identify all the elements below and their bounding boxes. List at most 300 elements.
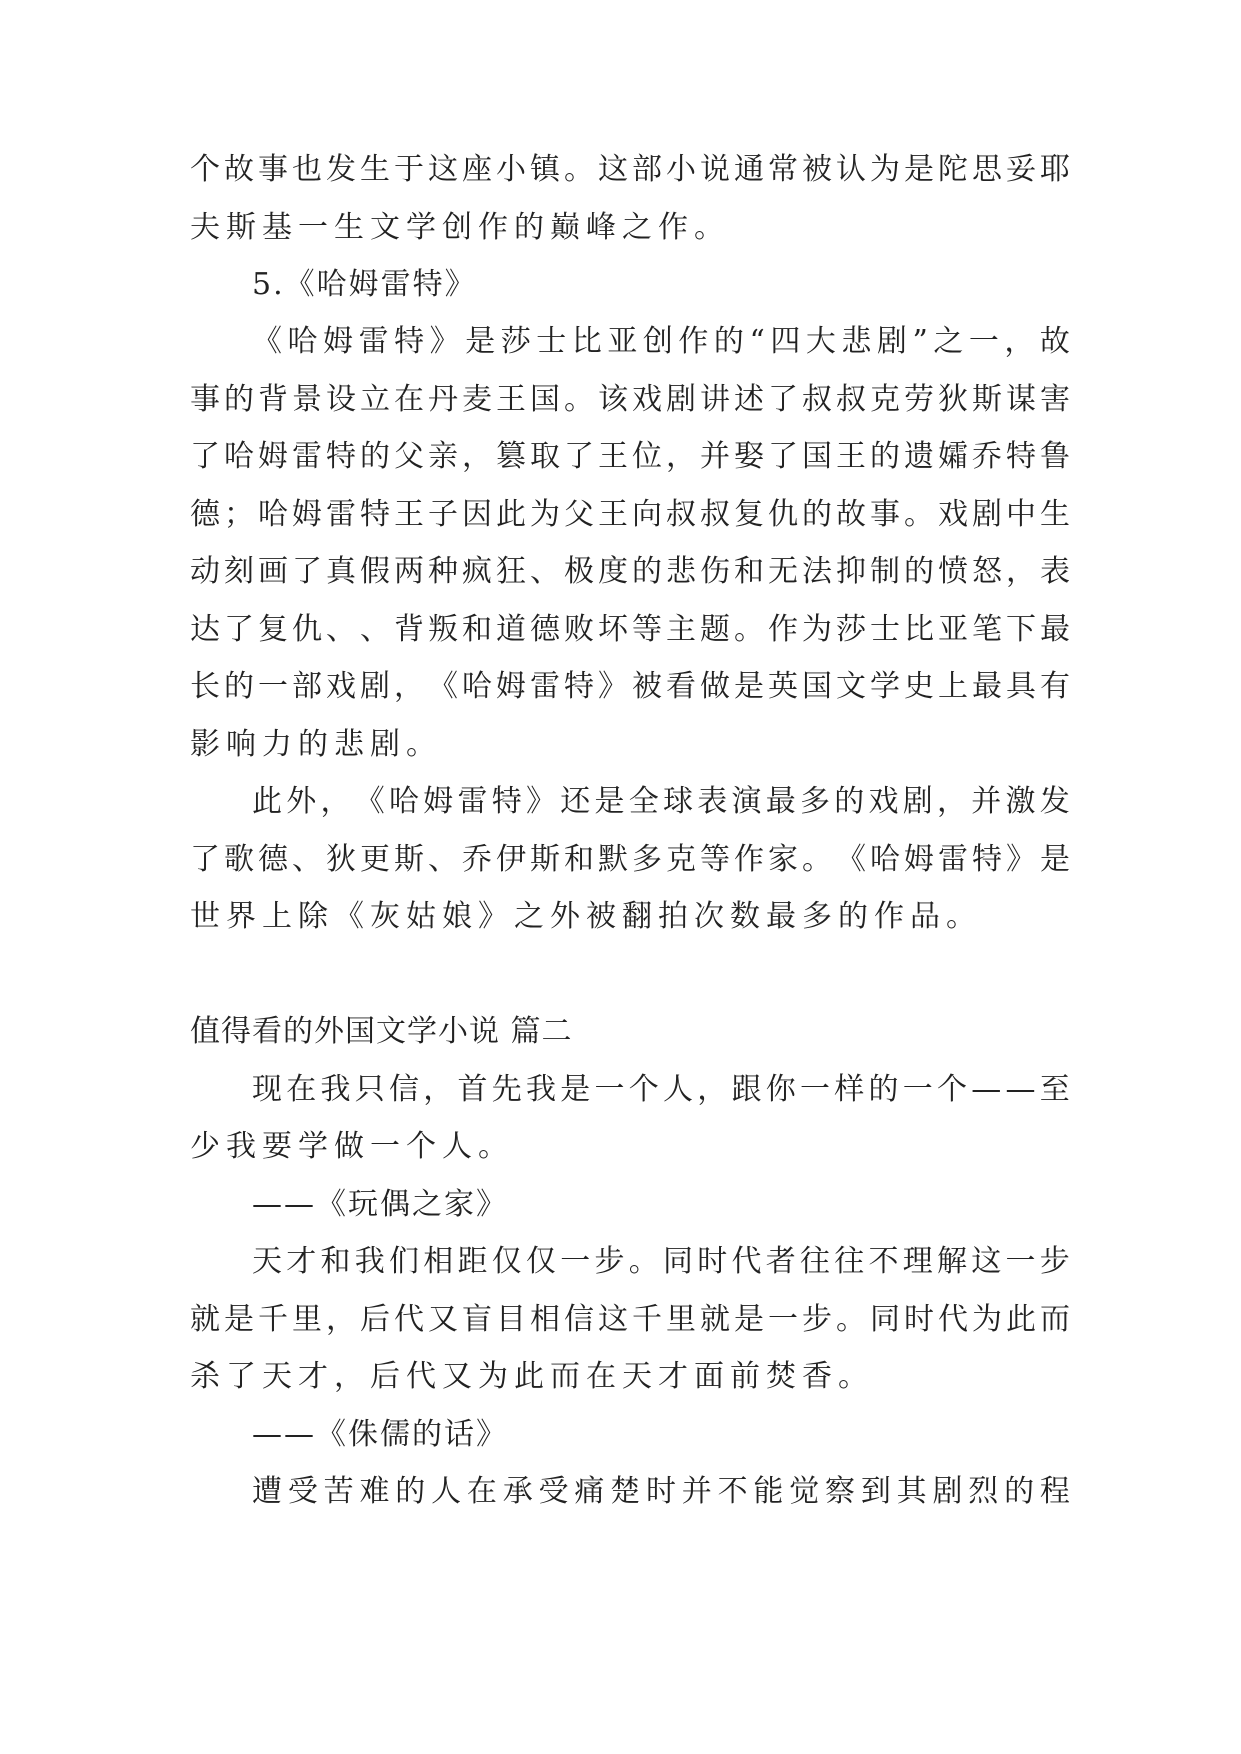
glyph: 有 [1040, 669, 1070, 704]
glyph: 在 [394, 382, 424, 417]
glyph: 代 [731, 1244, 762, 1279]
glyph: 是 [560, 1072, 591, 1107]
glyph: 此 [1006, 1302, 1036, 1337]
glyph: 特 [394, 324, 425, 359]
glyph: 极 [564, 554, 594, 589]
glyph: 的 [632, 554, 662, 589]
glyph: ， [394, 669, 424, 704]
glyph: 德 [258, 842, 288, 877]
glyph: 斯 [972, 382, 1002, 417]
glyph: 愤 [938, 554, 968, 589]
glyph: 在 [466, 1474, 497, 1509]
glyph: 、 [292, 842, 322, 877]
glyph: 一 [968, 324, 999, 359]
glyph: 雷 [292, 439, 322, 474]
glyph: 的 [395, 1474, 426, 1509]
paragraph-line: 世界上除《灰姑娘》之外被翻拍次数最多的作品。 [190, 899, 982, 934]
glyph: 四 [770, 324, 801, 359]
glyph: 。 [564, 152, 594, 187]
glyph: 我 [526, 1072, 556, 1107]
glyph: 《 [354, 784, 385, 819]
glyph: 小 [666, 152, 696, 187]
glyph: 小 [496, 152, 526, 187]
glyph: 相 [423, 1244, 454, 1279]
quote-line [252, 1472, 1070, 1512]
glyph: 遗 [904, 439, 934, 474]
glyph: 表 [697, 784, 728, 819]
glyph: 。 [802, 842, 832, 877]
glyph: ， [937, 784, 967, 819]
glyph: 斯 [530, 842, 560, 877]
glyph: 看 [666, 669, 696, 704]
glyph: 创 [642, 324, 673, 359]
glyph: 能 [753, 1474, 784, 1509]
glyph: 剧 [972, 497, 1002, 532]
glyph: 的 [224, 382, 254, 417]
glyph: 德 [530, 612, 560, 647]
glyph: 楚 [610, 1474, 641, 1509]
glyph: — [971, 1072, 1002, 1107]
glyph: 莎 [500, 324, 531, 359]
glyph: 史 [904, 669, 934, 704]
glyph: 承 [502, 1474, 533, 1509]
glyph: 王 [496, 382, 526, 417]
glyph: 相 [530, 1302, 560, 1337]
glyph: 叔 [802, 382, 832, 417]
glyph: 。 [734, 612, 764, 647]
glyph: 姆 [323, 324, 354, 359]
glyph: 距 [457, 1244, 488, 1279]
paragraph-line [190, 667, 1070, 707]
glyph: 镇 [530, 152, 560, 187]
glyph: 叔 [700, 497, 730, 532]
glyph: 程 [1039, 1474, 1070, 1509]
glyph: 这 [598, 1302, 628, 1337]
glyph: 主 [666, 612, 696, 647]
glyph: 里 [666, 1302, 696, 1337]
glyph: 理 [902, 1244, 933, 1279]
glyph: 事 [258, 152, 288, 187]
glyph: 制 [870, 554, 900, 589]
glyph: 刻 [224, 554, 254, 589]
glyph: 现 [252, 1072, 282, 1107]
glyph: 立 [360, 382, 390, 417]
glyph: 时 [645, 1474, 676, 1509]
glyph: 》 [429, 324, 460, 359]
glyph: 遭 [252, 1474, 282, 1509]
glyph: 和 [734, 554, 764, 589]
quote-line [252, 1070, 1070, 1110]
glyph: 、 [530, 554, 560, 589]
glyph: ， [320, 784, 351, 819]
glyph: 姆 [292, 497, 322, 532]
glyph: 的 [904, 554, 934, 589]
glyph: 了 [564, 439, 594, 474]
glyph: 激 [1005, 784, 1036, 819]
glyph: 上 [938, 669, 968, 704]
glyph: 士 [870, 612, 900, 647]
glyph: 王 [836, 439, 866, 474]
glyph: 文 [836, 669, 866, 704]
glyph: 为 [802, 612, 832, 647]
glyph: 先 [491, 1072, 522, 1107]
glyph: 人 [431, 1474, 462, 1509]
glyph: 和 [564, 842, 594, 877]
glyph: 认 [836, 152, 866, 187]
glyph: 剧 [902, 784, 933, 819]
glyph: 和 [462, 612, 492, 647]
glyph: 《 [836, 842, 866, 877]
glyph: 丹 [428, 382, 458, 417]
glyph: 篡 [496, 439, 526, 474]
glyph: 笔 [972, 612, 1002, 647]
glyph: 败 [564, 612, 594, 647]
paragraph-line [190, 495, 1070, 535]
glyph: ， [1006, 554, 1036, 589]
glyph: 事 [190, 382, 220, 417]
glyph: 大 [805, 324, 836, 359]
quote-source: ——《玩偶之家》 [252, 1187, 508, 1222]
glyph: 特 [491, 784, 522, 819]
glyph: 坏 [598, 612, 628, 647]
glyph: 的 [802, 497, 832, 532]
glyph: 又 [428, 1302, 458, 1337]
glyph: 法 [802, 554, 832, 589]
glyph: 哈 [224, 439, 254, 474]
section-heading: 5.《哈姆雷特》 [252, 267, 477, 302]
glyph: 作 [734, 842, 764, 877]
glyph: 发 [1039, 784, 1070, 819]
glyph: 天 [252, 1244, 282, 1279]
glyph: 苦 [323, 1474, 354, 1509]
glyph: 父 [564, 497, 594, 532]
glyph: 了 [224, 612, 254, 647]
glyph: 后 [360, 1302, 390, 1337]
glyph: 发 [326, 152, 356, 187]
glyph: 事 [870, 497, 900, 532]
glyph: 《 [428, 669, 458, 704]
glyph: 信 [564, 1302, 594, 1337]
glyph: 哈 [462, 669, 492, 704]
glyph: 雷 [326, 497, 356, 532]
glyph: 就 [190, 1302, 220, 1337]
glyph: 样 [834, 1072, 865, 1107]
glyph: 背 [394, 612, 424, 647]
glyph: 默 [598, 842, 628, 877]
glyph: 同 [870, 1302, 900, 1337]
glyph: 具 [1006, 669, 1036, 704]
glyph: 戏 [326, 669, 356, 704]
paragraph-line [190, 610, 1070, 650]
glyph: 戏 [938, 497, 968, 532]
glyph: 全 [628, 784, 659, 819]
glyph: 只 [354, 1072, 385, 1107]
glyph: 跟 [731, 1072, 762, 1107]
glyph: ” [912, 324, 928, 359]
glyph: 为 [972, 1302, 1002, 1337]
glyph: 害 [1040, 382, 1070, 417]
glyph: 叔 [666, 497, 696, 532]
glyph: 乔 [462, 842, 492, 877]
glyph: 景 [292, 382, 322, 417]
glyph: 父 [394, 439, 424, 474]
glyph: 仅 [491, 1244, 522, 1279]
section-title: 值得看的外国文学小说 篇二 [190, 1014, 573, 1049]
glyph: 》 [1006, 842, 1036, 877]
glyph: 向 [632, 497, 662, 532]
glyph: 生 [1040, 497, 1070, 532]
glyph: 剧 [360, 669, 390, 704]
glyph: 》 [598, 669, 628, 704]
glyph: 是 [734, 1302, 764, 1337]
glyph: 歌 [224, 842, 254, 877]
glyph: “ [749, 324, 765, 359]
glyph: 最 [1040, 612, 1070, 647]
glyph: ， [697, 1072, 728, 1107]
glyph: 最 [765, 784, 796, 819]
glyph: 一 [800, 1072, 830, 1107]
glyph: 被 [632, 669, 662, 704]
glyph: 两 [394, 554, 424, 589]
glyph: 时 [697, 1244, 728, 1279]
glyph: 在 [286, 1072, 317, 1107]
paragraph-line [252, 322, 1070, 362]
glyph: 而 [1040, 1302, 1070, 1337]
glyph: 复 [734, 497, 764, 532]
glyph: 伤 [700, 554, 730, 589]
glyph: 察 [825, 1474, 855, 1509]
glyph: 作 [678, 324, 709, 359]
glyph: 并 [700, 439, 730, 474]
paragraph-line [190, 840, 1070, 880]
glyph: 家 [768, 842, 798, 877]
glyph: 了 [768, 382, 798, 417]
glyph: 莎 [836, 612, 866, 647]
glyph: 谋 [1006, 382, 1036, 417]
glyph: 表 [1040, 554, 1070, 589]
glyph: 常 [768, 152, 798, 187]
glyph: 千 [632, 1302, 662, 1337]
glyph: 和 [320, 1244, 351, 1279]
glyph: 觉 [789, 1474, 820, 1509]
glyph: 狄 [938, 382, 968, 417]
glyph: 并 [681, 1474, 712, 1509]
glyph: 的 [870, 439, 900, 474]
quote-line: 少我要学做一个人。 [190, 1129, 514, 1164]
glyph: 还 [560, 784, 591, 819]
glyph: 雷 [938, 842, 968, 877]
glyph: 士 [536, 324, 567, 359]
glyph: 受 [538, 1474, 569, 1509]
glyph: 陀 [938, 152, 968, 187]
glyph: 伊 [496, 842, 526, 877]
paragraph-line [190, 437, 1070, 477]
glyph: 故 [224, 152, 254, 187]
glyph: 疯 [462, 554, 492, 589]
glyph: 步 [594, 1244, 625, 1279]
glyph: 画 [258, 554, 288, 589]
glyph: 者 [765, 1244, 796, 1279]
glyph: 王 [598, 439, 628, 474]
glyph: 亚 [607, 324, 638, 359]
glyph: 是 [904, 152, 934, 187]
glyph: 才 [286, 1244, 317, 1279]
glyph: 是 [734, 669, 764, 704]
glyph: 了 [292, 554, 322, 589]
glyph: 亚 [938, 612, 968, 647]
glyph: 最 [972, 669, 1002, 704]
glyph: 种 [428, 554, 458, 589]
glyph: 通 [734, 152, 764, 187]
glyph: 妥 [1006, 152, 1036, 187]
glyph: 故 [1039, 324, 1070, 359]
glyph: 比 [904, 612, 934, 647]
glyph: 位 [632, 439, 662, 474]
glyph: — [1005, 1072, 1036, 1107]
glyph: 座 [462, 152, 492, 187]
glyph: 个 [937, 1072, 967, 1107]
glyph: 这 [971, 1244, 1002, 1279]
glyph: 不 [868, 1244, 899, 1279]
glyph: 烈 [968, 1474, 999, 1509]
glyph: 无 [768, 554, 798, 589]
glyph: 悲 [666, 554, 696, 589]
glyph: 的 [1004, 1474, 1035, 1509]
glyph: 叛 [428, 612, 458, 647]
glyph: 目 [496, 1302, 526, 1337]
glyph: 讲 [700, 382, 730, 417]
quote-line: 杀了天才，后代又为此而在天才面前焚香。 [190, 1359, 874, 1394]
glyph: 多 [800, 784, 830, 819]
glyph: 于 [394, 152, 424, 187]
glyph: 我 [354, 1244, 385, 1279]
glyph: 受 [287, 1474, 318, 1509]
glyph: 这 [598, 152, 628, 187]
glyph: 人 [663, 1072, 693, 1107]
glyph: 哈 [258, 497, 288, 532]
paragraph-line: 夫斯基一生文学创作的巅峰之作。 [190, 210, 730, 245]
glyph: 就 [700, 1302, 730, 1337]
glyph: 、 [360, 612, 390, 647]
glyph: ， [666, 439, 696, 474]
glyph: 述 [734, 382, 764, 417]
glyph: 王 [598, 497, 628, 532]
glyph: 我 [320, 1072, 351, 1107]
glyph: 外 [286, 784, 317, 819]
glyph: 剧 [666, 382, 696, 417]
glyph: 度 [598, 554, 628, 589]
glyph: 生 [360, 152, 390, 187]
glyph: 剧 [876, 324, 907, 359]
glyph: 到 [860, 1474, 891, 1509]
glyph: 因 [462, 497, 492, 532]
glyph: 的 [713, 324, 744, 359]
paragraph-line [190, 150, 1070, 190]
paragraph-line: 影响力的悲剧。 [190, 727, 442, 762]
glyph: 说 [700, 152, 730, 187]
glyph: 戏 [632, 382, 662, 417]
glyph: 斯 [394, 842, 424, 877]
glyph: 娶 [734, 439, 764, 474]
glyph: 。 [836, 1302, 866, 1337]
glyph: ， [462, 439, 492, 474]
glyph: 假 [360, 554, 390, 589]
glyph: 狄 [326, 842, 356, 877]
glyph: 思 [972, 152, 1002, 187]
glyph: 痛 [574, 1474, 605, 1509]
glyph: 劳 [904, 382, 934, 417]
glyph: 一 [560, 1244, 591, 1279]
glyph: 你 [765, 1072, 796, 1107]
glyph: 悲 [841, 324, 872, 359]
glyph: 乔 [972, 439, 1002, 474]
glyph: 复 [258, 612, 288, 647]
glyph: 一 [768, 1302, 798, 1337]
glyph: 国 [802, 439, 832, 474]
glyph: 之 [933, 324, 964, 359]
glyph: 亲 [428, 439, 458, 474]
glyph: 道 [496, 612, 526, 647]
glyph: 了 [190, 842, 220, 877]
glyph: 狂 [496, 554, 526, 589]
glyph: 步 [802, 1302, 832, 1337]
glyph: 是 [465, 324, 496, 359]
glyph: 了 [190, 439, 220, 474]
paragraph-line [190, 380, 1070, 420]
glyph: 并 [971, 784, 1002, 819]
glyph: 设 [326, 382, 356, 417]
glyph: 雷 [358, 324, 389, 359]
glyph: 的 [224, 669, 254, 704]
glyph: 一 [1005, 1244, 1036, 1279]
glyph: 特 [1006, 439, 1036, 474]
glyph: 哈 [870, 842, 900, 877]
glyph: 解 [937, 1244, 967, 1279]
glyph: 仅 [526, 1244, 556, 1279]
glyph: 更 [360, 842, 390, 877]
glyph: ， [423, 1072, 454, 1107]
quote-line [190, 1300, 1070, 1340]
glyph: 王 [394, 497, 424, 532]
glyph: 了 [768, 439, 798, 474]
glyph: 该 [598, 382, 628, 417]
glyph: 一 [594, 1072, 625, 1107]
glyph: 千 [258, 1302, 288, 1337]
glyph: 多 [632, 842, 662, 877]
glyph: 球 [663, 784, 693, 819]
glyph: 英 [768, 669, 798, 704]
glyph: ， [326, 1302, 356, 1337]
glyph: 真 [326, 554, 356, 589]
glyph: 难 [359, 1474, 390, 1509]
glyph: 为 [530, 497, 560, 532]
glyph: 信 [389, 1072, 419, 1107]
glyph: 姆 [423, 784, 454, 819]
glyph: 抑 [836, 554, 866, 589]
glyph: 被 [802, 152, 832, 187]
glyph: 、 [326, 612, 356, 647]
glyph: 雷 [530, 669, 560, 704]
glyph: 这 [428, 152, 458, 187]
glyph: 特 [972, 842, 1002, 877]
glyph: 特 [326, 439, 356, 474]
glyph: 个 [628, 1072, 659, 1107]
glyph: 动 [190, 554, 220, 589]
glyph: 演 [731, 784, 762, 819]
glyph: 姆 [496, 669, 526, 704]
glyph: 等 [700, 842, 730, 877]
glyph: 一 [258, 669, 288, 704]
